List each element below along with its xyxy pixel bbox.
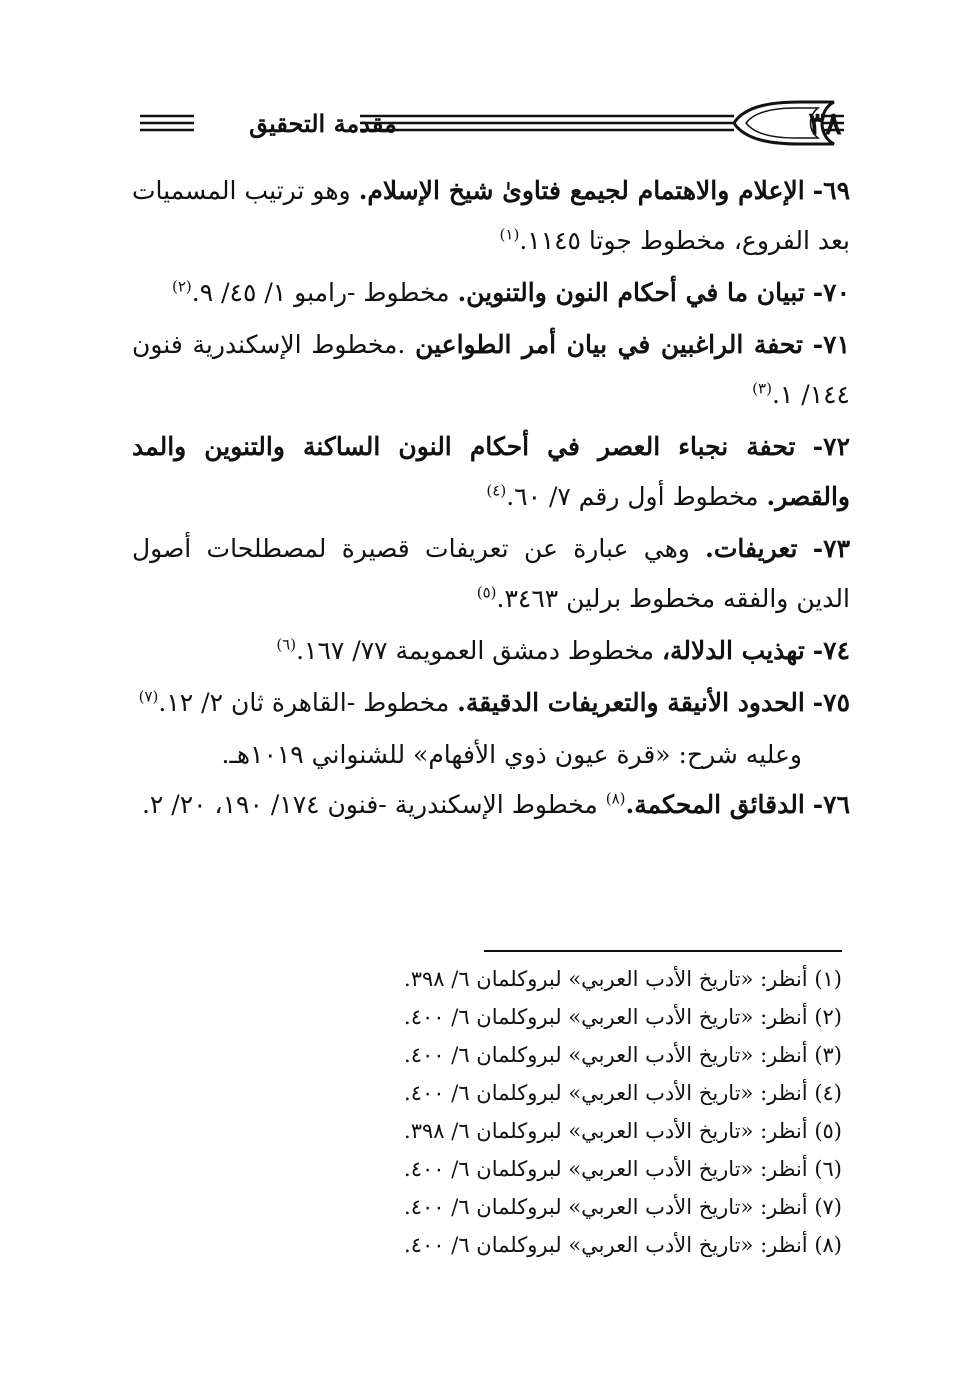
footnotes [300,960,842,1264]
entry-title: تعريفات. [705,534,798,563]
entry-text: مخطوط -رامبو ١/ ٤٥/ ٩. [191,278,450,307]
footnote-separator [484,950,842,952]
footnote-1: (١) أنظر: «تاريخ الأدب العربي» لبروكلمان ٦/ ٣٩٨. [404,967,842,991]
entry-number: ٧٦- [812,790,850,819]
entry-text: وهي عبارة عن تعريفات قصيرة لمصطلحات أصول الدين والفقه مخطوط برلين ٣٤٦٣. [132,534,850,613]
entry-title: الدقائق المحكمة. [625,790,805,819]
footnote-marker: (٥) [476,583,497,602]
entry-number: ٧١- [812,330,851,359]
page-number: ٣٨ [808,106,842,142]
footnote-5: (٥) أنظر: «تاريخ الأدب العربي» لبروكلمان ٦/ ٣٩٨. [404,1119,842,1143]
entry-text: مخطوط -القاهرة ثان ٢/ ١٢. [158,688,450,717]
entry-number: ٧٤- [812,636,850,665]
footnote-marker: (٧) [138,687,159,706]
entry-title: الإعلام والاهتمام لجيمع فتاوىٰ شيخ الإسلام. [358,176,805,205]
footnote-4: (٤) أنظر: «تاريخ الأدب العربي» لبروكلمان ٦/ ٤٠٠. [404,1081,842,1105]
entry-number: ٧٠- [812,278,850,307]
entry-number: ٧٥- [812,688,850,717]
footnote-marker: (٦) [276,635,297,654]
running-title: مقدمة التحقيق [249,109,397,138]
entry-number: ٦٩- [812,176,850,205]
entry-text: مخطوط دمشق العمويمة ٧٧/ ١٦٧. [296,636,654,665]
entry-title: تبيان ما في أحكام النون والتنوين. [457,278,805,307]
entry-title: تحفة نجباء العصر في أحكام النون الساكنة والتنوين والمد والقصر. [132,432,850,511]
entry-73 [132,524,850,624]
entry-text: وهو ترتيب المسميات بعد الفروع، مخطوط جوتا ١١٤٥. [132,176,850,255]
footnote-marker: (٣) [752,379,772,398]
footnote-7: (٧) أنظر: «تاريخ الأدب العربي» لبروكلمان ٦/ ٤٠٠. [404,1195,842,1219]
footnote-marker: (٨) [605,789,626,808]
footnote-2: (٢) أنظر: «تاريخ الأدب العربي» لبروكلمان ٦/ ٤٠٠. [404,1005,842,1029]
entry-number: ٧٢- [812,432,850,461]
entry-74 [132,626,850,676]
entry-text: مخطوط أول رقم ٧/ ٦٠. [506,482,759,511]
footnote-marker: (١) [499,225,520,244]
entry-text: مخطوط الإسكندرية -فنون ١٧٤/ ١٩٠، ٢٠/ ٢. [141,790,598,819]
entry-70 [132,268,850,318]
commentary-note: وعليه شرح: «قرة عيون ذوي الأفهام» للشنواني ١٠١٩هـ. [221,740,802,769]
entry-title: الحدود الأنيقة والتعريفات الدقيقة. [457,688,805,717]
entry-title: تهذيب الدلالة، [661,636,805,665]
footnote-marker: (٢) [171,277,192,296]
entry-number: ٧٣- [812,534,850,563]
footnote-3: (٣) أنظر: «تاريخ الأدب العربي» لبروكلمان ٦/ ٤٠٠. [404,1043,842,1067]
entry-76 [132,780,850,830]
footnote-8: (٨) أنظر: «تاريخ الأدب العربي» لبروكلمان ٦/ ٤٠٠. [404,1233,842,1257]
page-header [128,94,850,156]
entry-title: تحفة الراغبين في بيان أمر الطواعين [415,330,804,359]
footnote-6: (٦) أنظر: «تاريخ الأدب العربي» لبروكلمان ٦/ ٤٠٠. [404,1157,842,1181]
entry-72 [132,422,850,522]
entry-69 [132,166,850,266]
entry-71 [132,320,850,420]
entry-text: .مخطوط الإسكندرية فنون ١٤٤/ ١. [132,330,850,409]
entry-75 [132,678,850,728]
footnote-marker: (٤) [486,481,507,500]
page-body [132,166,850,832]
